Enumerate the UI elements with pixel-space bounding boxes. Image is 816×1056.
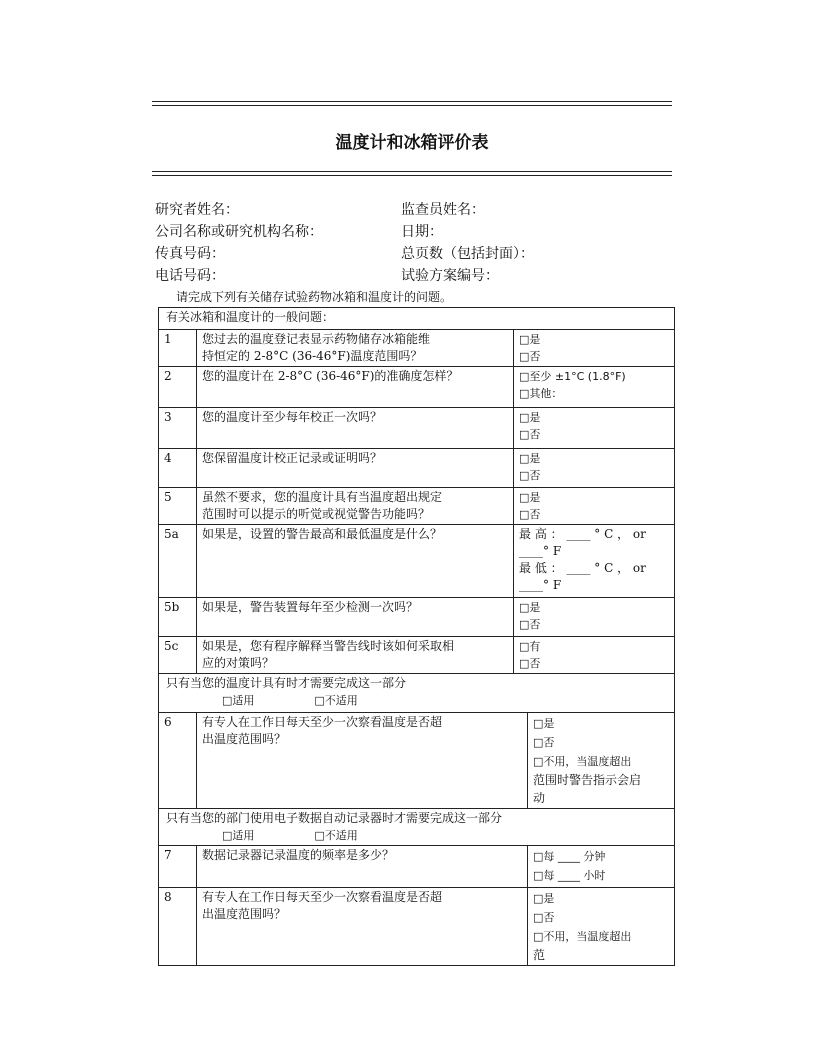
section-alarm-row — [159, 674, 675, 713]
option-yes[interactable]: □是 — [519, 491, 541, 504]
option-yes[interactable]: □是 — [533, 717, 555, 730]
question-number: 8 — [159, 888, 197, 966]
option-every-hours[interactable]: □每 ____ 小时 — [533, 869, 606, 882]
question-number: 1 — [159, 330, 197, 367]
option-no[interactable]: □否 — [519, 469, 541, 482]
section-alarm-title: 只有当您的温度计具有时才需要完成这一部分 — [166, 676, 407, 690]
option-no[interactable]: □否 — [519, 508, 541, 521]
question-row-2 — [159, 367, 675, 408]
section-general-title: 有关冰箱和温度计的一般问题： — [159, 308, 675, 330]
question-row-6 — [159, 713, 675, 809]
question-text: 您保留温度计校正记录或证明吗？ — [197, 449, 514, 488]
questionnaire-table — [158, 307, 675, 966]
total-pages-label: 总页数（包括封面）： — [401, 246, 534, 262]
question-text: 有专人在工作日每天至少一次察看温度是否超 出温度范围吗？ — [197, 713, 528, 809]
question-text: 如果是，您有程序解释当警告线时该如何采取相 应的对策吗？ — [197, 637, 514, 674]
option-have[interactable]: □有 — [519, 640, 541, 653]
question-row-5b — [159, 598, 675, 637]
answer-options[interactable]: □是 □否 □不用，当温度超出 范围时警告指示会启 动 — [528, 713, 675, 809]
monitor-name-label: 监查员姓名： — [401, 202, 485, 218]
page-title: 温度计和冰箱评价表 — [335, 133, 489, 153]
question-text: 如果是，设置的警告最高和最低温度是什么？ — [197, 525, 514, 598]
section-logger-row — [159, 809, 675, 846]
question-text: 您的温度计在 2-8°C (36-46°F)的准确度怎样？ — [197, 367, 514, 408]
question-number: 3 — [159, 408, 197, 449]
answer-options[interactable] — [514, 367, 675, 408]
date-label: 日期： — [401, 224, 443, 240]
answer-options[interactable] — [514, 330, 675, 367]
alarm-temperature-fields[interactable] — [514, 525, 675, 598]
question-row-4 — [159, 449, 675, 488]
option-not-needed[interactable]: □不用，当温度超出 — [533, 755, 632, 768]
option-applicable[interactable]: □适用 — [222, 694, 255, 707]
section-logger-title: 只有当您的部门使用电子数据自动记录器时才需要完成这一部分 — [166, 811, 503, 825]
option-yes[interactable]: □是 — [519, 452, 541, 465]
instruction-text: 请完成下列有关储存试验药物冰箱和温度计的问题。 — [176, 290, 453, 304]
option-no[interactable]: □否 — [533, 911, 555, 924]
phone-label: 电话号码： — [155, 268, 225, 284]
answer-options[interactable] — [514, 449, 675, 488]
company-name-label: 公司名称或研究机构名称： — [155, 224, 323, 240]
alarm-high-celsius[interactable]: 最 高 ： ____ ° C ， or — [519, 527, 646, 541]
option-no[interactable]: □否 — [519, 350, 541, 363]
alarm-high-fahrenheit[interactable]: ____° F — [519, 544, 562, 558]
title-rule-2 — [152, 175, 672, 176]
option-other[interactable]: □其他： — [519, 387, 563, 400]
question-number: 5c — [159, 637, 197, 674]
answer-options[interactable] — [528, 846, 675, 888]
option-not-needed[interactable]: □不用，当温度超出 — [533, 930, 632, 943]
question-number: 5a — [159, 525, 197, 598]
answer-options[interactable] — [514, 637, 675, 674]
option-not-applicable[interactable]: □不适用 — [314, 829, 358, 842]
question-text: 如果是，警告装置每年至少检测一次吗？ — [197, 598, 514, 637]
top-rule-2 — [152, 105, 672, 106]
alarm-low-fahrenheit[interactable]: ____° F — [519, 578, 562, 592]
question-text: 虽然不要求，您的温度计具有当温度超出规定 范围时可以提示的听觉或视觉警告功能吗？ — [197, 488, 514, 525]
option-yes[interactable]: □是 — [519, 411, 541, 424]
answer-options[interactable] — [514, 408, 675, 449]
option-yes[interactable]: □是 — [533, 892, 555, 905]
question-number: 5 — [159, 488, 197, 525]
alarm-low-celsius[interactable]: 最 低 ： ____ ° C ， or — [519, 561, 646, 575]
question-number: 6 — [159, 713, 197, 809]
fax-label: 传真号码： — [155, 246, 225, 262]
title-rule-1 — [152, 171, 672, 172]
question-row-8 — [159, 888, 675, 966]
question-row-5c — [159, 637, 675, 674]
option-at-least[interactable]: □至少 ±1°C (1.8°F) — [519, 370, 626, 383]
option-applicable[interactable]: □适用 — [222, 829, 255, 842]
option-yes[interactable]: □是 — [519, 601, 541, 614]
option-not-applicable[interactable]: □不适用 — [314, 694, 358, 707]
option-no[interactable]: □否 — [519, 657, 541, 670]
answer-options[interactable]: □是 □否 □不用，当温度超出 范 — [528, 888, 675, 966]
question-text: 数据记录器记录温度的频率是多少？ — [197, 846, 528, 888]
question-row-5 — [159, 488, 675, 525]
question-row-1 — [159, 330, 675, 367]
option-no[interactable]: □否 — [533, 736, 555, 749]
question-row-5a — [159, 525, 675, 598]
question-number: 5b — [159, 598, 197, 637]
top-rule-1 — [152, 101, 672, 102]
question-row-3 — [159, 408, 675, 449]
option-no[interactable]: □否 — [519, 428, 541, 441]
answer-options[interactable] — [514, 488, 675, 525]
question-text: 您的温度计至少每年校正一次吗？ — [197, 408, 514, 449]
section-logger — [159, 809, 675, 846]
option-every-minutes[interactable]: □每 ____ 分钟 — [533, 850, 606, 863]
option-no[interactable]: □否 — [519, 618, 541, 631]
question-text: 有专人在工作日每天至少一次察看温度是否超 出温度范围吗？ — [197, 888, 528, 966]
protocol-number-label: 试验方案编号： — [401, 268, 499, 284]
option-yes[interactable]: □是 — [519, 333, 541, 346]
section-alarm — [159, 674, 675, 713]
section-header-row — [159, 308, 675, 330]
question-number: 4 — [159, 449, 197, 488]
investigator-name-label: 研究者姓名： — [155, 202, 239, 218]
question-number: 7 — [159, 846, 197, 888]
question-row-7 — [159, 846, 675, 888]
answer-options[interactable] — [514, 598, 675, 637]
question-text: 您过去的温度登记表显示药物储存冰箱能维 持恒定的 2-8°C (36-46°F)温度范围吗？ — [197, 330, 514, 367]
question-number: 2 — [159, 367, 197, 408]
